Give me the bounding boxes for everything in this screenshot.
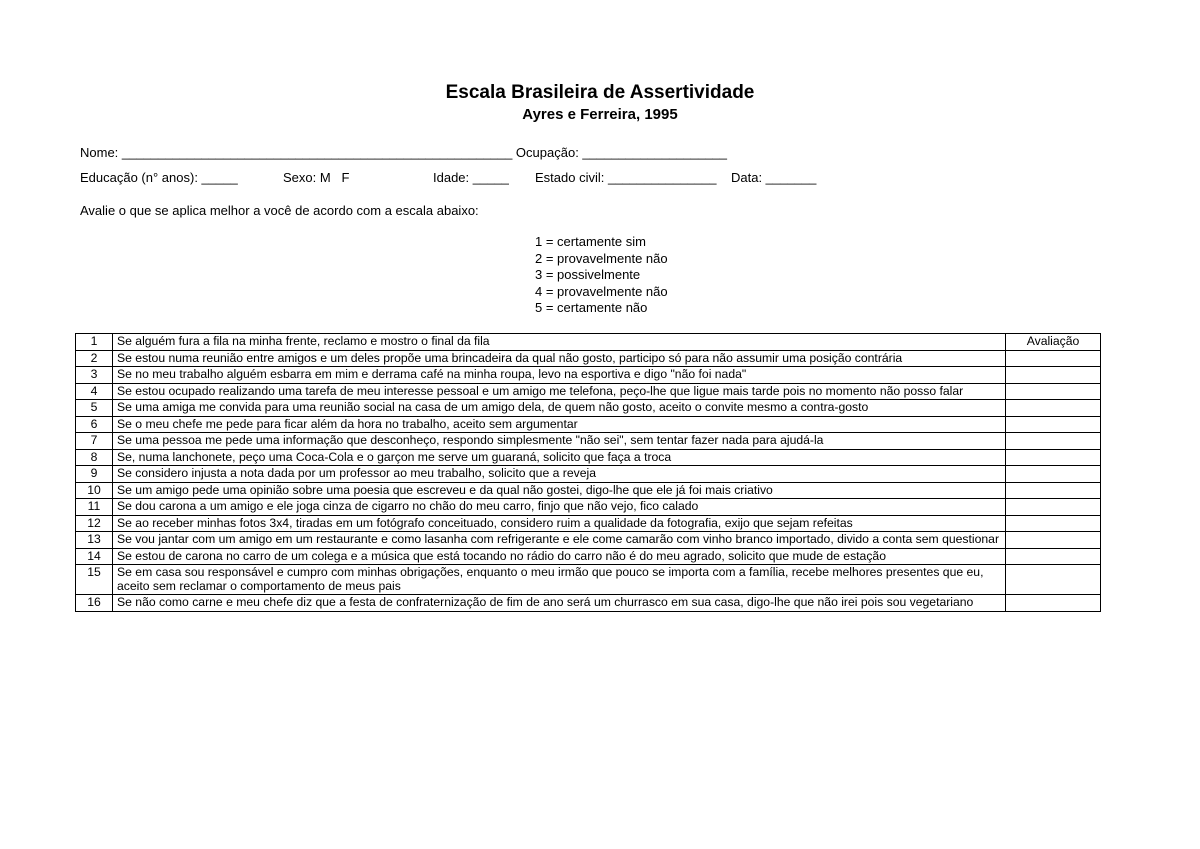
item-text: Se um amigo pede uma opinião sobre uma poesia que escreveu e da qual não gostei, digo-lhe que ele já foi mais criativo bbox=[113, 482, 1006, 499]
item-text: Se dou carona a um amigo e ele joga cinza de cigarro no chão do meu carro, finjo que não vejo, fico calado bbox=[113, 499, 1006, 516]
table-row bbox=[76, 466, 1101, 483]
item-number: 16 bbox=[76, 595, 113, 612]
table-row bbox=[76, 334, 1101, 351]
assertiveness-table bbox=[75, 333, 1101, 612]
item-number: 3 bbox=[76, 367, 113, 384]
item-text: Se em casa sou responsável e cumpro com minhas obrigações, enquanto o meu irmão que pouco se importa com a família, recebe melhores presentes que eu, aceito sem reclamar o comportamento de meus pais bbox=[113, 565, 1006, 595]
table-row bbox=[76, 367, 1101, 384]
scale-item: 3 = possivelmente bbox=[535, 267, 641, 282]
item-text: Se estou de carona no carro de um colega e a música que está tocando no rádio do carro não é do meu agrado, solicito que mude de estação bbox=[113, 548, 1006, 565]
evaluation-cell[interactable] bbox=[1006, 466, 1101, 483]
evaluation-cell[interactable] bbox=[1006, 367, 1101, 384]
evaluation-cell[interactable] bbox=[1006, 400, 1101, 417]
evaluation-header: Avaliação bbox=[1006, 334, 1101, 351]
table-row bbox=[76, 565, 1101, 595]
age-field: Idade: _____ bbox=[433, 170, 509, 185]
item-number: 7 bbox=[76, 433, 113, 450]
item-text: Se o meu chefe me pede para ficar além da hora no trabalho, aceito sem argumentar bbox=[113, 416, 1006, 433]
document-title: Escala Brasileira de Assertividade bbox=[445, 82, 755, 103]
item-number: 4 bbox=[76, 383, 113, 400]
scale-item: 5 = certamente não bbox=[535, 300, 648, 315]
table-row bbox=[76, 595, 1101, 612]
table-row bbox=[76, 416, 1101, 433]
evaluation-cell[interactable] bbox=[1006, 383, 1101, 400]
item-text: Se vou jantar com um amigo em um restaurante e como lasanha com refrigerante e ele come camarão com vinho branco importado, divido a conta sem questionar bbox=[113, 532, 1006, 549]
item-number: 2 bbox=[76, 350, 113, 367]
table-row bbox=[76, 350, 1101, 367]
evaluation-cell[interactable] bbox=[1006, 449, 1101, 466]
evaluation-cell[interactable] bbox=[1006, 350, 1101, 367]
name-occupation-line: Nome: ______________________________________________________ Ocupação: ____________________ bbox=[80, 145, 728, 160]
date-field: Data: _______ bbox=[731, 170, 817, 185]
item-text: Se alguém fura a fila na minha frente, reclamo e mostro o final da fila bbox=[113, 334, 1006, 351]
table-row bbox=[76, 515, 1101, 532]
item-number: 13 bbox=[76, 532, 113, 549]
item-text: Se não como carne e meu chefe diz que a festa de confraternização de fim de ano será um churrasco em sua casa, digo-lhe que não irei pois sou vegetariano bbox=[113, 595, 1006, 612]
instruction-text: Avalie o que se aplica melhor a você de acordo com a escala abaixo: bbox=[80, 203, 479, 218]
item-number: 9 bbox=[76, 466, 113, 483]
item-text: Se considero injusta a nota dada por um professor ao meu trabalho, solicito que a reveja bbox=[113, 466, 1006, 483]
evaluation-cell[interactable] bbox=[1006, 515, 1101, 532]
evaluation-cell[interactable] bbox=[1006, 565, 1101, 595]
table-row bbox=[76, 449, 1101, 466]
scale-item: 4 = provavelmente não bbox=[535, 283, 668, 299]
table-row bbox=[76, 383, 1101, 400]
table-row bbox=[76, 532, 1101, 549]
item-text: Se uma pessoa me pede uma informação que desconheço, respondo simplesmente "não sei", sem tentar fazer nada para ajudá-la bbox=[113, 433, 1006, 450]
table-row bbox=[76, 499, 1101, 516]
item-text: Se ao receber minhas fotos 3x4, tiradas em um fotógrafo conceituado, considero ruim a qualidade da fotografia, exijo que sejam refeitas bbox=[113, 515, 1006, 532]
table-row bbox=[76, 548, 1101, 565]
scale-item: 2 = provavelmente não bbox=[535, 250, 668, 266]
evaluation-cell[interactable] bbox=[1006, 416, 1101, 433]
table-row bbox=[76, 400, 1101, 417]
scale-item: 1 = certamente sim bbox=[535, 234, 646, 249]
item-text: Se, numa lanchonete, peço uma Coca-Cola e o garçon me serve um guaraná, solicito que faça a troca bbox=[113, 449, 1006, 466]
sex-field: Sexo: M F bbox=[283, 170, 350, 185]
marital-status-field: Estado civil: _______________ bbox=[535, 170, 717, 185]
evaluation-cell[interactable] bbox=[1006, 548, 1101, 565]
item-number: 6 bbox=[76, 416, 113, 433]
document-subtitle: Ayres e Ferreira, 1995 bbox=[522, 106, 678, 123]
evaluation-cell[interactable] bbox=[1006, 433, 1101, 450]
item-number: 12 bbox=[76, 515, 113, 532]
item-number: 1 bbox=[76, 334, 113, 351]
item-number: 10 bbox=[76, 482, 113, 499]
rating-scale bbox=[535, 234, 668, 317]
education-field: Educação (n° anos): _____ bbox=[80, 170, 238, 185]
item-number: 14 bbox=[76, 548, 113, 565]
item-text: Se no meu trabalho alguém esbarra em mim e derrama café na minha roupa, levo na esportiva e digo "não foi nada" bbox=[113, 367, 1006, 384]
item-number: 15 bbox=[76, 565, 113, 595]
table-row bbox=[76, 433, 1101, 450]
item-text: Se uma amiga me convida para uma reunião social na casa de um amigo dela, de quem não gosto, aceito o convite mesmo a contra-gosto bbox=[113, 400, 1006, 417]
item-text: Se estou ocupado realizando uma tarefa de meu interesse pessoal e um amigo me telefona, peço-lhe que ligue mais tarde pois no momento não posso falar bbox=[113, 383, 1006, 400]
evaluation-cell[interactable] bbox=[1006, 482, 1101, 499]
evaluation-cell[interactable] bbox=[1006, 499, 1101, 516]
evaluation-cell[interactable] bbox=[1006, 595, 1101, 612]
item-number: 8 bbox=[76, 449, 113, 466]
item-number: 11 bbox=[76, 499, 113, 516]
item-number: 5 bbox=[76, 400, 113, 417]
evaluation-cell[interactable] bbox=[1006, 532, 1101, 549]
item-text: Se estou numa reunião entre amigos e um deles propõe uma brincadeira da qual não gosto, participo só para não assumir uma posição contrária bbox=[113, 350, 1006, 367]
table-row bbox=[76, 482, 1101, 499]
